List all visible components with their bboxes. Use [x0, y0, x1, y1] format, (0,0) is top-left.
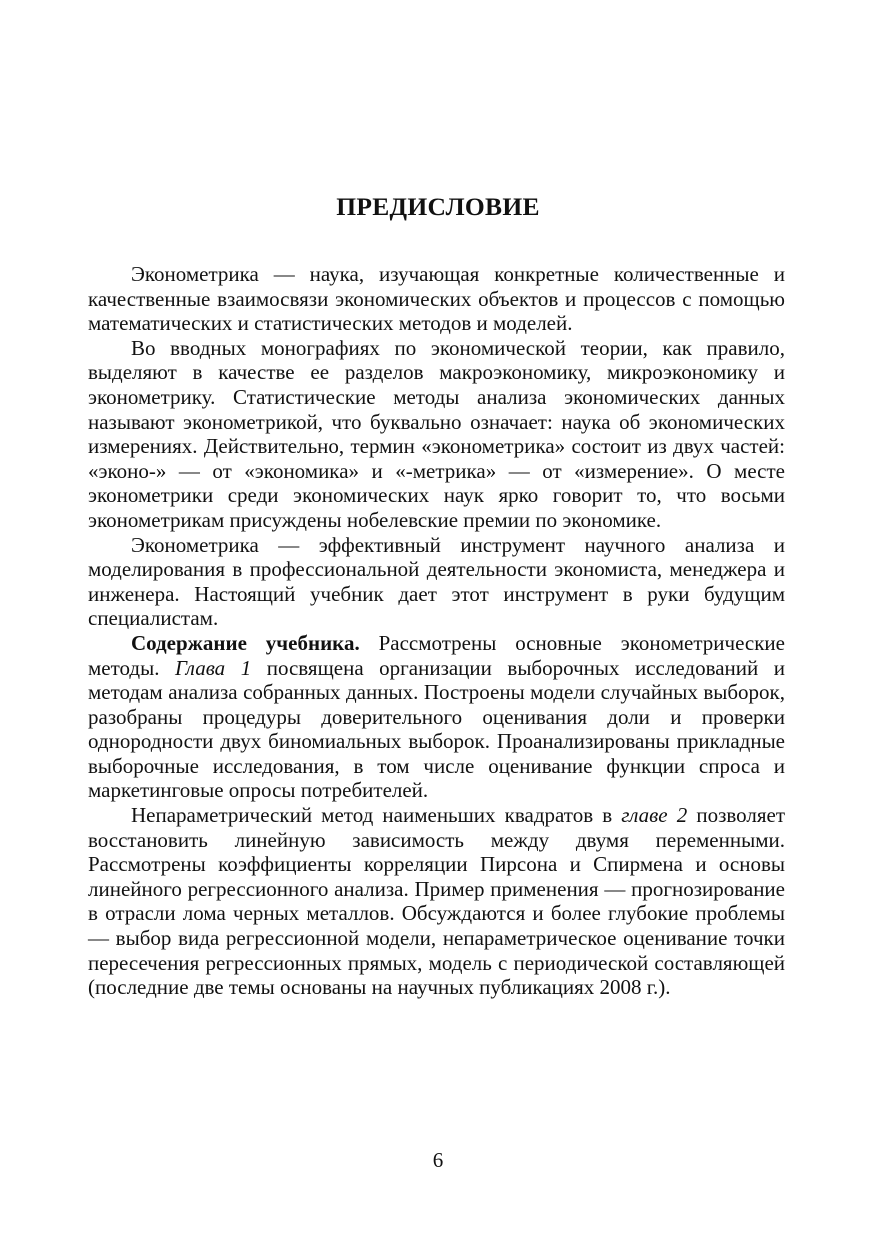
- paragraph-2: Во вводных монографиях по экономической теории, как правило, выделяют в качестве ее разделов макроэкономику, микроэкономику и эконометрику. Статистические методы анализа экономических данных называют эконометрикой, что буквально означает: наука об экономических измерениях. Действительно, термин «эконометрика» состоит из двух частей: «эконо-» — от «экономика» и «-метрика» — от «измерение». О месте эконометрики среди экономических наук ярко говорит то, что восьми эконометрикам присуждены нобелевские премии по экономике.: [88, 335, 785, 532]
- paragraph-4: [88, 631, 785, 803]
- page-number: 6: [432, 1148, 444, 1172]
- paragraph-5: [88, 803, 785, 1000]
- page-title: ПРЕДИСЛОВИЕ: [336, 192, 540, 221]
- section-lead: Содержание учебника.: [131, 630, 360, 655]
- body-text: [88, 262, 785, 1000]
- chapter-2-reference: главе 2: [621, 803, 688, 828]
- chapter-1-reference: Глава 1: [174, 655, 252, 680]
- paragraph-3: Эконометрика — эффективный инструмент научного анализа и моделирования в профессиональной деятельности экономиста, менеджера и инженера. Настоящий учебник дает этот инструмент в руки будущим специалистам.: [88, 532, 785, 631]
- paragraph-4-text-1: Рассмотрены основные эконометрические методы.: [88, 630, 785, 680]
- paragraph-5-text-2: позволяет восстановить линейную зависимость между двумя переменными. Рассмотрены коэффициенты корреляции Пирсона и Спирмена и основы линейного регрессионного анализа. Пример применения — прогнозирование в отрасли лома черных металлов. Обсуждаются и более глубокие проблемы — выбор вида регрессионной модели, непараметрическое оценивание точки пересечения регрессионных прямых, модель с периодической составляющей (последние две темы основаны на научных публикациях 2008 г.).: [88, 803, 786, 1000]
- paragraph-5-text-1: Непараметрический метод наименьших квадратов в: [131, 803, 622, 828]
- paragraph-4-text-2: посвящена организации выборочных исследований и методам анализа собранных данных. Построены модели случайных выборок, разобраны процедуры доверительного оценивания доли и проверки однородности двух биномиальных выборок. Проанализированы прикладные выборочные исследования, в том числе оценивание функции спроса и маркетинговые опросы потребителей.: [88, 655, 786, 803]
- paragraph-1: Эконометрика — наука, изучающая конкретные количественные и качественные взаимосвязи экономических объектов и процессов с помощью математических и статистических методов и моделей.: [88, 262, 785, 336]
